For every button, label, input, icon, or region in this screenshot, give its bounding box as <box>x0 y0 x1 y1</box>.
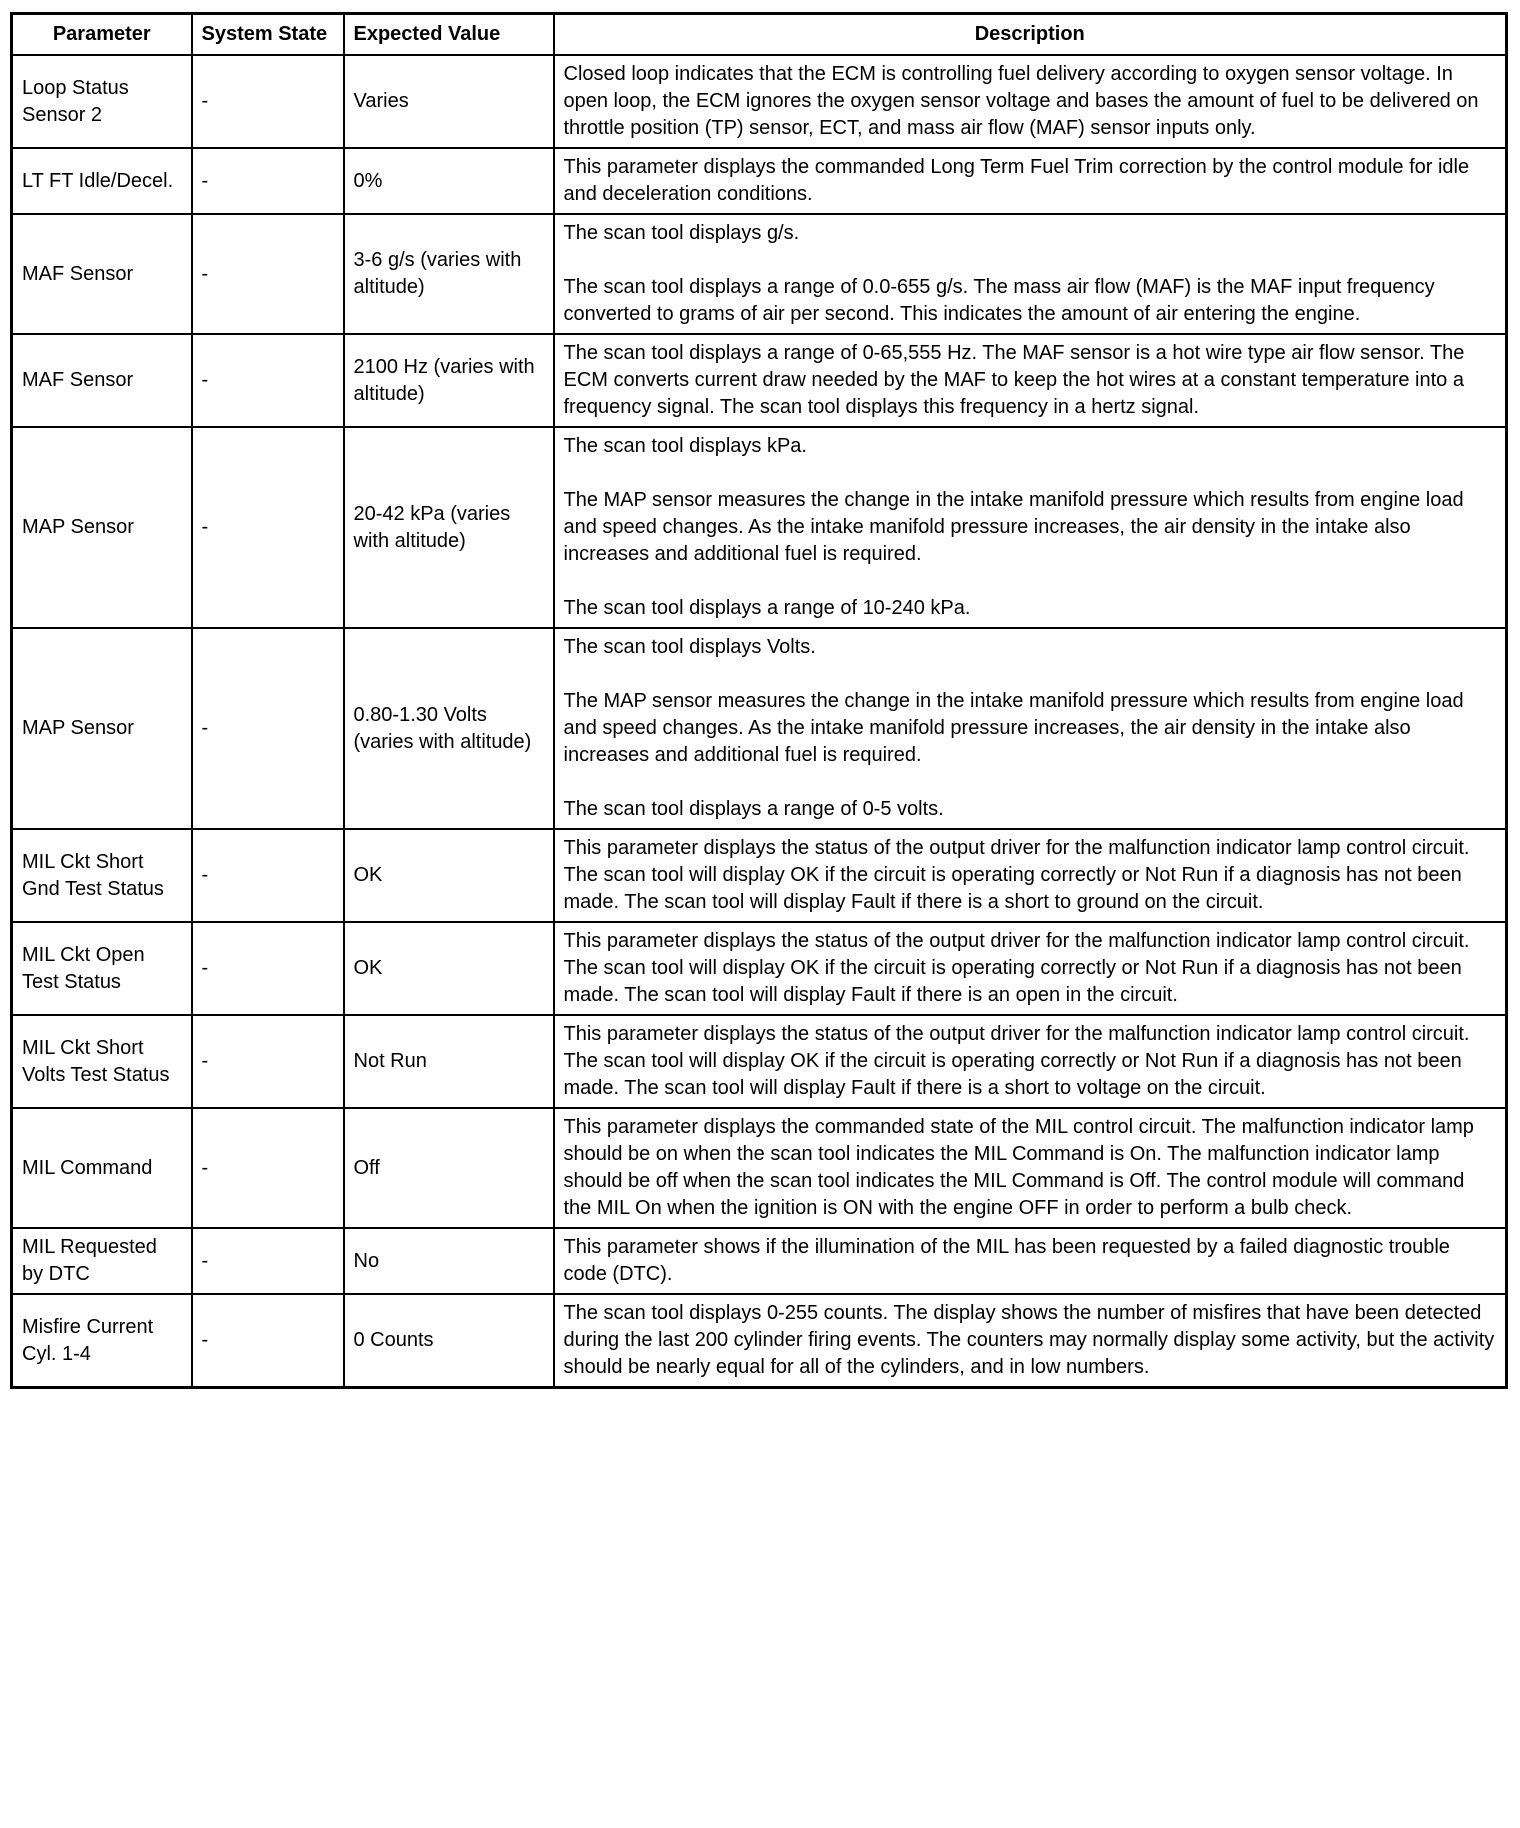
description-paragraph: This parameter displays the status of the output driver for the malfunction indicator lamp control circuit. The scan tool will display OK if the circuit is operating correctly or Not Run if a diagnosis has not been made. The scan tool will display Fault if there is a short to voltage on the circuit. <box>563 1023 1470 1099</box>
parameter-cell: MIL Requested by DTC <box>12 1228 192 1294</box>
parameter-cell: MAF Sensor <box>12 214 192 334</box>
table-row <box>12 829 1507 922</box>
table-row <box>12 628 1507 829</box>
expected-value-cell: Off <box>344 1108 554 1228</box>
expected-value-cell: 0.80-1.30 Volts (varies with altitude) <box>344 628 554 829</box>
description-paragraph: The scan tool displays Volts. <box>563 636 816 658</box>
system-state-cell: - <box>192 55 344 148</box>
system-state-cell: - <box>192 1228 344 1294</box>
header-parameter: Parameter <box>12 14 192 56</box>
expected-value-cell: Not Run <box>344 1015 554 1108</box>
expected-value-cell: 20-42 kPa (varies with altitude) <box>344 427 554 628</box>
description-cell <box>554 1015 1507 1108</box>
description-cell <box>554 922 1507 1015</box>
parameter-cell: MIL Ckt Open Test Status <box>12 922 192 1015</box>
description-paragraph: The MAP sensor measures the change in the intake manifold pressure which results from engine load and speed changes. As the intake manifold pressure increases, the air density in the intake also increases and additional fuel is required. <box>563 690 1464 766</box>
table-row <box>12 334 1507 427</box>
description-paragraph: The scan tool displays a range of 0.0-655 g/s. The mass air flow (MAF) is the MAF input frequency converted to grams of air per second. This indicates the amount of air entering the engine. <box>563 276 1435 325</box>
parameter-cell: Misfire Current Cyl. 1-4 <box>12 1294 192 1388</box>
description-paragraph: Closed loop indicates that the ECM is controlling fuel delivery according to oxygen sensor voltage. In open loop, the ECM ignores the oxygen sensor voltage and bases the amount of fuel to be delivered on throttle position (TP) sensor, ECT, and mass air flow (MAF) sensor inputs only. <box>563 63 1479 139</box>
parameter-cell: MIL Ckt Short Gnd Test Status <box>12 829 192 922</box>
system-state-cell: - <box>192 829 344 922</box>
description-paragraph: This parameter displays the status of the output driver for the malfunction indicator lamp control circuit. The scan tool will display OK if the circuit is operating correctly or Not Run if a diagnosis has not been made. The scan tool will display Fault if there is a short to ground on the circuit. <box>563 837 1470 913</box>
description-cell <box>554 829 1507 922</box>
system-state-cell: - <box>192 427 344 628</box>
table-row <box>12 214 1507 334</box>
expected-value-cell: 0 Counts <box>344 1294 554 1388</box>
description-cell <box>554 214 1507 334</box>
expected-value-cell: 3-6 g/s (varies with altitude) <box>344 214 554 334</box>
table-row <box>12 922 1507 1015</box>
expected-value-cell: No <box>344 1228 554 1294</box>
description-paragraph: This parameter shows if the illumination of the MIL has been requested by a failed diagnostic trouble code (DTC). <box>563 1236 1450 1285</box>
system-state-cell: - <box>192 1015 344 1108</box>
table-row <box>12 427 1507 628</box>
description-cell <box>554 628 1507 829</box>
description-paragraph: The scan tool displays a range of 0-65,555 Hz. The MAF sensor is a hot wire type air flow sensor. The ECM converts current draw needed by the MAF to keep the hot wires at a constant temperature into a frequency signal. The scan tool displays this frequency in a hertz signal. <box>563 342 1465 418</box>
expected-value-cell: OK <box>344 922 554 1015</box>
expected-value-cell: Varies <box>344 55 554 148</box>
description-paragraph: This parameter displays the status of the output driver for the malfunction indicator lamp control circuit. The scan tool will display OK if the circuit is operating correctly or Not Run if a diagnosis has not been made. The scan tool will display Fault if there is an open in the circuit. <box>563 930 1470 1006</box>
parameter-cell: MAP Sensor <box>12 628 192 829</box>
expected-value-cell: 2100 Hz (varies with altitude) <box>344 334 554 427</box>
expected-value-cell: 0% <box>344 148 554 214</box>
expected-value-cell: OK <box>344 829 554 922</box>
scan-tool-parameter-table <box>10 12 1508 1389</box>
parameter-cell: MIL Ckt Short Volts Test Status <box>12 1015 192 1108</box>
table-row <box>12 1294 1507 1388</box>
parameter-cell: Loop Status Sensor 2 <box>12 55 192 148</box>
parameter-cell: LT FT Idle/Decel. <box>12 148 192 214</box>
header-system-state: System State <box>192 14 344 56</box>
table-row <box>12 148 1507 214</box>
description-paragraph: The scan tool displays a range of 0-5 volts. <box>563 798 944 820</box>
system-state-cell: - <box>192 148 344 214</box>
table-row <box>12 1228 1507 1294</box>
description-paragraph: The scan tool displays a range of 10-240 kPa. <box>563 597 971 619</box>
description-cell <box>554 1108 1507 1228</box>
table-row <box>12 55 1507 148</box>
description-cell <box>554 334 1507 427</box>
description-paragraph: The MAP sensor measures the change in the intake manifold pressure which results from engine load and speed changes. As the intake manifold pressure increases, the air density in the intake also increases and additional fuel is required. <box>563 489 1464 565</box>
parameter-cell: MIL Command <box>12 1108 192 1228</box>
parameter-cell: MAP Sensor <box>12 427 192 628</box>
description-cell <box>554 1294 1507 1388</box>
table-row <box>12 1108 1507 1228</box>
header-expected-value: Expected Value <box>344 14 554 56</box>
system-state-cell: - <box>192 334 344 427</box>
description-cell <box>554 1228 1507 1294</box>
description-paragraph: This parameter displays the commanded Long Term Fuel Trim correction by the control module for idle and deceleration conditions. <box>563 156 1470 205</box>
description-cell <box>554 427 1507 628</box>
description-paragraph: The scan tool displays g/s. <box>563 222 800 244</box>
system-state-cell: - <box>192 1108 344 1228</box>
description-cell <box>554 55 1507 148</box>
system-state-cell: - <box>192 922 344 1015</box>
parameter-cell: MAF Sensor <box>12 334 192 427</box>
header-row <box>12 14 1507 56</box>
system-state-cell: - <box>192 1294 344 1388</box>
system-state-cell: - <box>192 214 344 334</box>
header-description: Description <box>554 14 1507 56</box>
system-state-cell: - <box>192 628 344 829</box>
description-paragraph: The scan tool displays kPa. <box>563 435 807 457</box>
description-cell <box>554 148 1507 214</box>
table-row <box>12 1015 1507 1108</box>
description-paragraph: The scan tool displays 0-255 counts. The display shows the number of misfires that have been detected during the last 200 cylinder firing events. The counters may normally display some activity, but the activity should be nearly equal for all of the cylinders, and in low numbers. <box>563 1302 1495 1378</box>
description-paragraph: This parameter displays the commanded state of the MIL control circuit. The malfunction indicator lamp should be on when the scan tool indicates the MIL Command is On. The malfunction indicator lamp should be off when the scan tool indicates the MIL Command is Off. The control module will command the MIL On when the ignition is ON with the engine OFF in order to perform a bulb check. <box>563 1116 1474 1219</box>
